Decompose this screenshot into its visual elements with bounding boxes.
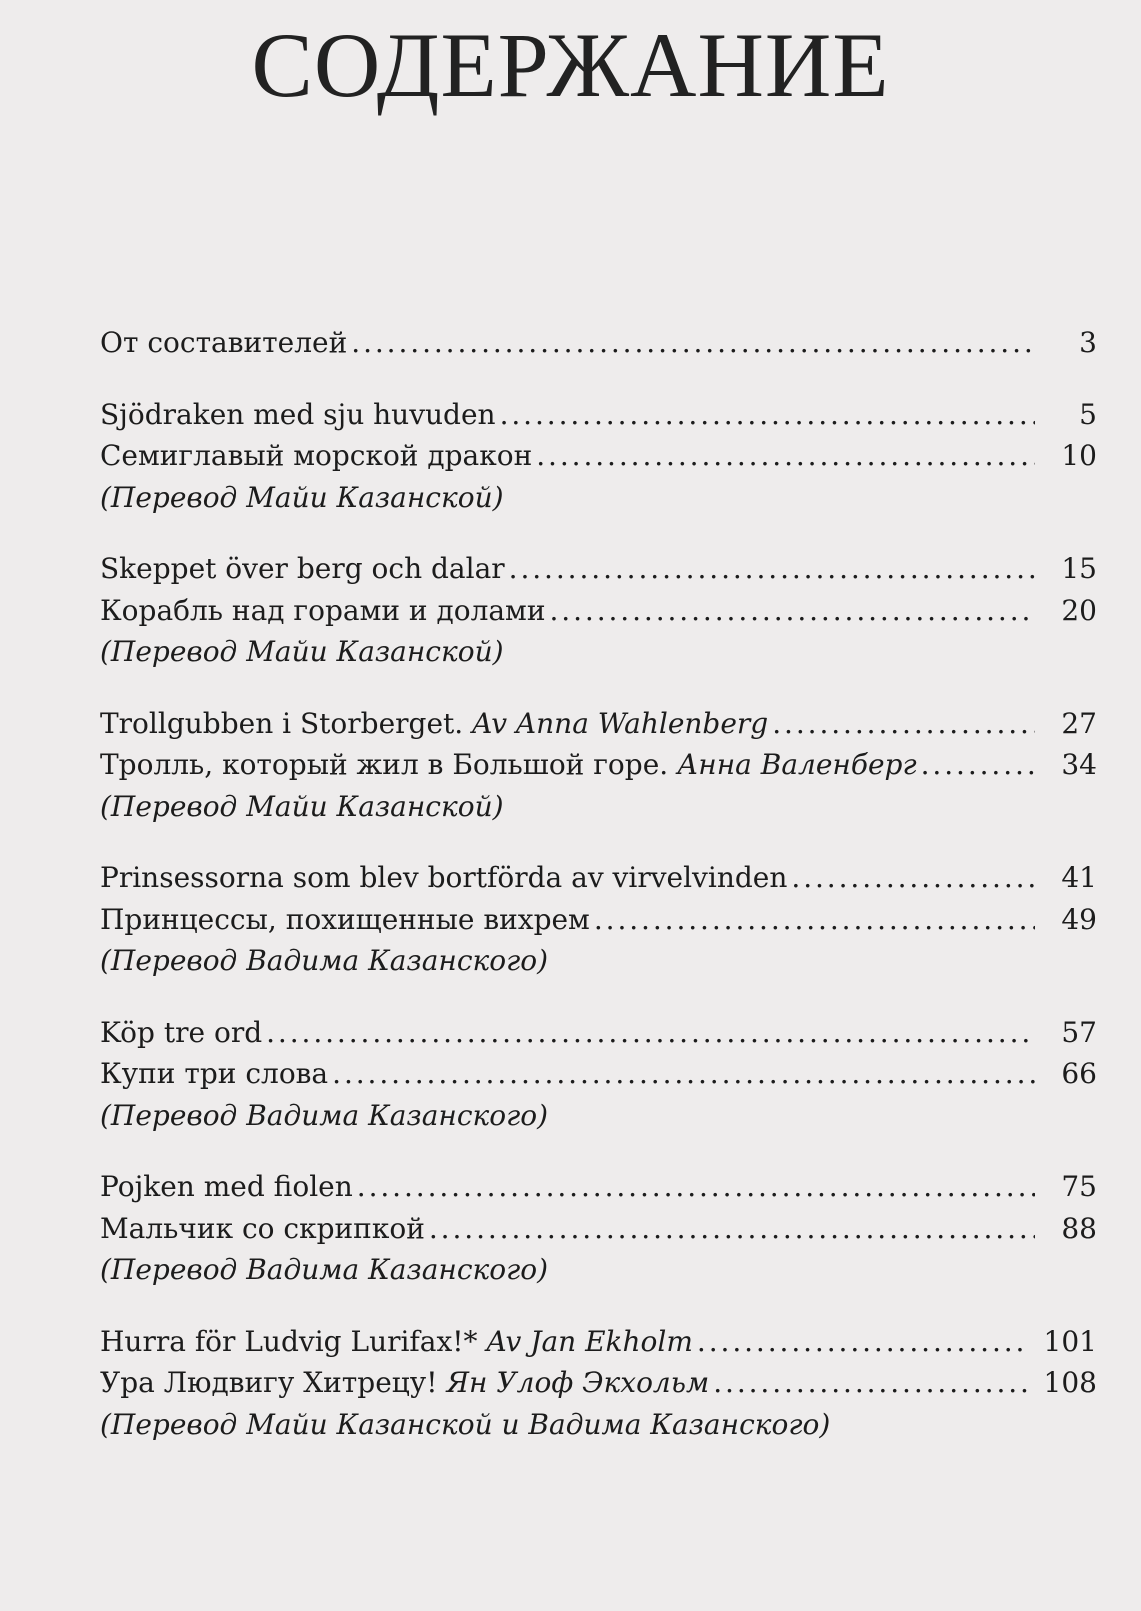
entry-title: Ура Людвигу Хитрецу! (100, 1366, 438, 1399)
dot-leader (772, 703, 1035, 745)
dot-leader (713, 1362, 1029, 1404)
dot-leader (550, 590, 1036, 632)
entry-title-wrap (100, 857, 787, 899)
entry-title-wrap (100, 1166, 353, 1208)
entry-title-wrap (100, 1321, 693, 1363)
entry-title-wrap (100, 899, 590, 941)
page-number: 57 (1061, 1015, 1097, 1049)
entry-title-wrap (100, 703, 768, 745)
toc-group (100, 703, 1097, 828)
page-number: 108 (1043, 1366, 1097, 1399)
dot-leader (791, 857, 1035, 899)
dot-leader (536, 435, 1035, 477)
toc-entry[interactable] (100, 899, 1097, 941)
translator-credit: (Перевод Вадима Казанского) (100, 1098, 549, 1132)
page-number: 5 (1079, 397, 1097, 431)
dot-leader (500, 394, 1035, 436)
entry-author: Av Anna Wahlenberg (472, 706, 769, 740)
page-number: 10 (1061, 439, 1097, 472)
entry-title-wrap (100, 1208, 425, 1250)
entry-title-wrap (100, 435, 532, 477)
dot-leader (697, 1321, 1030, 1363)
page-number: 27 (1061, 706, 1097, 740)
entry-title: Köp tre ord (100, 1015, 263, 1049)
page-number: 49 (1061, 902, 1097, 936)
toc-entry[interactable] (100, 1321, 1097, 1363)
entry-title: Trollgubben i Storberget. (100, 706, 464, 740)
page-number: 88 (1061, 1211, 1097, 1245)
toc-entry[interactable] (100, 703, 1097, 745)
entry-title-wrap (100, 1012, 262, 1054)
page-title: СОДЕРЖАНИЕ (251, 14, 890, 116)
entry-title: Семиглавый морской дракон (100, 439, 533, 472)
dot-leader (429, 1208, 1035, 1250)
toc-groups (100, 394, 1097, 1446)
dot-leader (332, 1053, 1035, 1095)
toc-group (100, 394, 1097, 519)
page-number: 75 (1061, 1170, 1097, 1203)
translator-credit: (Перевод Вадима Казанского) (100, 944, 549, 977)
entry-title: Skeppet över berg och dalar (100, 552, 505, 585)
entry-title: Pojken med fiolen (100, 1170, 353, 1203)
page-number: 101 (1043, 1324, 1097, 1358)
dot-leader (266, 1012, 1035, 1054)
translator-credit: (Перевод Вадима Казанского) (100, 1253, 549, 1286)
toc-entry[interactable] (100, 1053, 1097, 1095)
dot-leader (357, 1166, 1035, 1208)
entry-title: Принцессы, похищенные вихрем (100, 902, 590, 936)
translator-credit: (Перевод Майи Казанской) (100, 480, 504, 514)
page-number: 3 (1079, 326, 1097, 359)
page-number: 41 (1061, 861, 1097, 894)
toc-group (100, 1321, 1097, 1446)
dot-leader (351, 322, 1035, 364)
toc-group (100, 1166, 1097, 1291)
page-number: 15 (1061, 552, 1097, 585)
toc-group (100, 548, 1097, 673)
entry-title-wrap (100, 1362, 709, 1404)
entry-title: Мальчик со скрипкой (100, 1211, 425, 1245)
entry-title: Тролль, который жил в Большой горе. (100, 748, 669, 781)
entry-title-wrap (100, 1053, 328, 1095)
toc-entry[interactable] (100, 394, 1097, 436)
entry-title: Hurra för Ludvig Lurifax!* (100, 1324, 478, 1358)
page-number: 20 (1061, 593, 1097, 627)
dot-leader (921, 744, 1035, 786)
entry-title-wrap (100, 394, 496, 436)
toc-entry[interactable] (100, 857, 1097, 899)
toc-group (100, 857, 1097, 982)
entry-title: От составителей (100, 326, 348, 359)
toc-entry[interactable] (100, 1166, 1097, 1208)
translator-credit: (Перевод Майи Казанской и Вадима Казанского) (100, 1407, 831, 1441)
entry-title: Купи три слова (100, 1057, 329, 1090)
toc-entry[interactable] (100, 744, 1097, 786)
entry-title-wrap (100, 548, 505, 590)
toc-entry[interactable] (100, 590, 1097, 632)
translator-credit: (Перевод Майи Казанской) (100, 789, 504, 823)
dot-leader (509, 548, 1035, 590)
dot-leader (594, 899, 1035, 941)
toc-entry[interactable] (100, 1012, 1097, 1054)
entry-title: Prinsessorna som blev bortförda av virvelvinden (100, 861, 788, 894)
entry-author: Av Jan Ekholm (486, 1324, 693, 1358)
toc-entry[interactable] (100, 1362, 1097, 1404)
toc-entry[interactable] (100, 435, 1097, 477)
entry-author: Ян Улоф Экхольм (446, 1366, 710, 1399)
entry-title: Sjödraken med sju huvuden (100, 397, 496, 431)
toc-group-intro (100, 322, 1097, 364)
entry-author: Анна Валенберг (677, 748, 917, 781)
page-number: 34 (1061, 748, 1097, 781)
toc-entry[interactable] (100, 322, 1097, 364)
table-of-contents (100, 322, 1097, 1475)
entry-title-wrap (100, 744, 917, 786)
toc-group (100, 1012, 1097, 1137)
page-number: 66 (1061, 1057, 1097, 1090)
entry-title: Корабль над горами и долами (100, 593, 546, 627)
toc-entry[interactable] (100, 1208, 1097, 1250)
entry-title-wrap (100, 590, 546, 632)
toc-entry[interactable] (100, 548, 1097, 590)
translator-credit: (Перевод Майи Казанской) (100, 635, 504, 668)
